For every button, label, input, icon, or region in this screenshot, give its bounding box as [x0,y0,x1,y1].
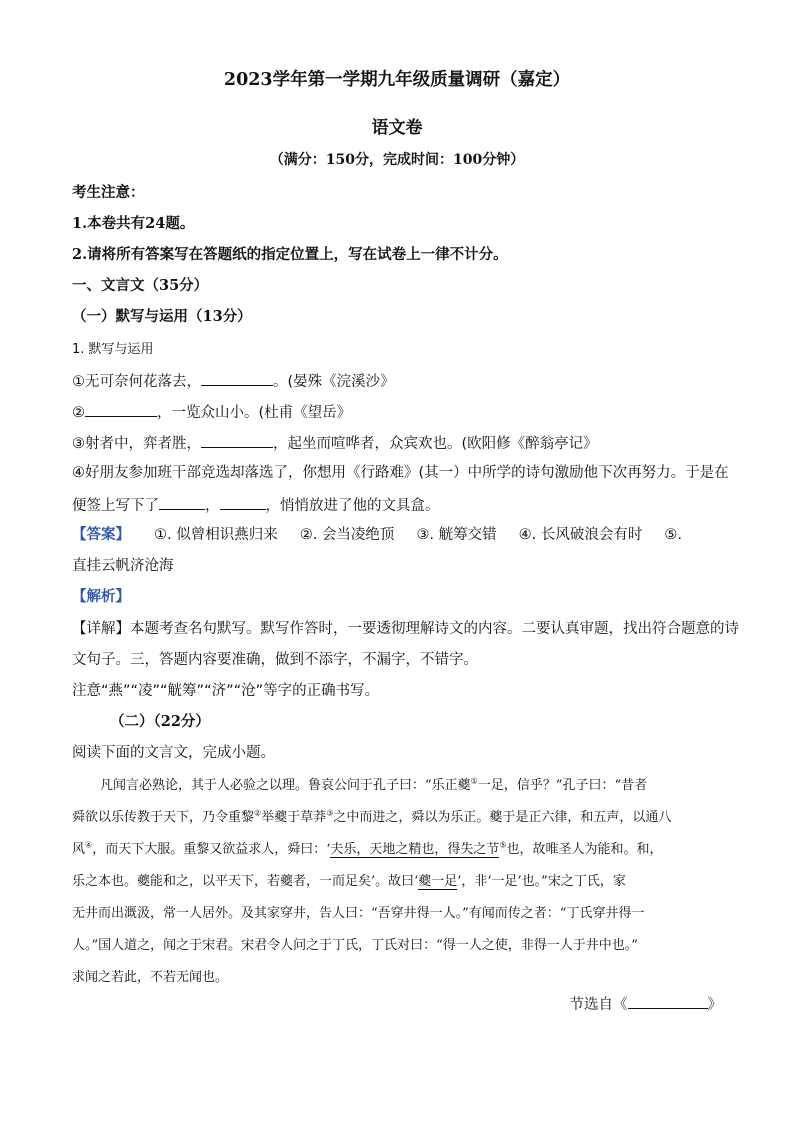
passage-text: 凡闻言必熟论，其于人必验之以理。鲁哀公问于孔子曰：“乐正夔 [100,778,471,793]
answer-item: ④. 长风破浪会有时 [518,527,643,543]
q1-line-5-mid: ， [205,498,220,514]
notice-item-1: 1.本卷共有24题。 [72,215,195,232]
answer-blank [220,494,266,510]
q1-line-4: ④好朋友参加班干部竞选却落选了，你想用《行路难》(其一）中所学的诗句激励他下次再努力。于是在 [72,465,729,481]
passage-text: 之中而进之，舜以为乐正。夔于是正六律，和五声，以通八 [333,810,672,825]
answer-blank [201,432,273,448]
footnote-mark: ⑤ [499,840,507,850]
score-time-note: （满分：150分，完成时间：100分钟） [269,152,525,168]
source-post: 》 [707,997,722,1013]
part2-instruction: 阅读下面的文言文，完成小题。 [72,745,275,761]
q1-line-3-pre: ③射者中，弈者胜， [72,436,201,452]
notice-heading: 考生注意： [72,184,145,201]
answer-continued: 直挂云帆济沧海 [72,558,174,574]
q1-line-1-pre: ①无可奈何花落去， [72,374,201,390]
passage-line-2 [72,808,671,828]
q1-line-5-pre: 便签上写下了 [72,498,159,514]
answer-blank [628,993,708,1009]
answer-item: ①. 似曾相识燕归来 [154,527,278,543]
source-pre: 节选自《 [569,997,628,1013]
footnote-mark: ② [254,808,262,818]
analysis-detail-1: 【详解】本题考查名句默写。默写作答时，一要透彻理解诗文的内容。二要认真审题，找出符合题意的诗 [72,621,739,637]
passage-text: 也，故唯圣人为能和。和， [506,842,663,857]
passage-line-5: 无井而出溉汲，常一人居外。及其家穿井，告人曰：“吾穿井得一人。”有闻而传之者：“丁氏穿井得一 [72,906,645,921]
section1-title: 一、文言文（35分） [72,277,209,294]
answer-blank [159,494,205,510]
notice-item-2: 2.请将所有答案写在答题纸的指定位置上，写在试卷上一律不计分。 [72,246,508,263]
q1-line-5 [72,494,440,516]
q1-line-3 [72,432,598,454]
footnote-mark: ③ [326,808,334,818]
passage-line-1 [100,776,647,796]
answer-item: ②. 会当凌绝顶 [299,527,395,543]
underlined-sentence: 夫乐，天地之精也，得失之节 [330,842,500,857]
analysis-detail-3: 注意“燕”“凌”“觥筹”“济”“沧”等字的正确书写。 [72,683,380,699]
passage-text: 舜欲以乐传教于天下，乃令重黎 [72,810,255,825]
q1-line-2-post: ，一览众山小。(杜甫《望岳》 [157,405,352,421]
answer-line [72,525,682,545]
answer-blank [201,370,273,386]
passage-line-7: 求闻之若此，不若无闻也。 [72,970,229,985]
passage-line-3 [72,840,663,860]
answer-tag: 【答案】 [72,527,130,543]
passage-text: 乐之本也。夔能和之，以平天下，若夔者，一而足矣’。故曰‘ [72,874,419,889]
part2-title: （二）（22分） [110,713,210,730]
passage-text: 一足，信乎？”孔子曰：“昔者 [477,778,648,793]
analysis-tag: 【解析】 [72,589,130,605]
q1-title: 1. 默写与运用 [72,342,154,357]
passage-text: 风 [72,842,86,857]
q1-line-2 [72,401,351,423]
source-line [570,993,723,1014]
footnote-mark: ④ [85,840,93,850]
answer-item: ③. 觥筹交错 [416,527,497,543]
q1-line-2-pre: ② [72,405,85,421]
q1-line-3-post: ，起坐而喧哗者，众宾欢也。(欧阳修《醉翁亭记》 [273,436,598,452]
passage-text: 举夔于草莽 [261,810,327,825]
passage-text: ’，非‘一足’也。”宋之丁氏，家 [457,874,626,889]
analysis-detail-2: 文句子。三，答题内容要准确，做到不添字，不漏字，不错字。 [72,652,478,668]
footnote-mark: ① [470,776,478,786]
q1-line-1 [72,370,395,392]
passage-text: ，而天下大服。重黎又欲益求人，舜曰：‘ [92,842,331,857]
passage-line-4 [72,872,626,892]
exam-title: 2023学年第一学期九年级质量调研（嘉定） [223,70,571,90]
underlined-phrase: 夔一足 [418,874,458,889]
answer-blank [85,401,157,417]
part1-title: （一）默写与运用（13分） [72,308,252,325]
q1-line-5-post: ，悄悄放进了他的文具盒。 [265,498,440,514]
answer-item: ⑤. [664,527,682,543]
q1-line-1-post: 。(晏殊《浣溪沙》 [273,374,395,390]
passage-line-6: 人。”国人道之，闻之于宋君。宋君令人问之于丁氏，丁氏对曰：“得一人之使，非得一人于井中也。” [72,938,638,953]
exam-subject: 语文卷 [371,118,423,138]
